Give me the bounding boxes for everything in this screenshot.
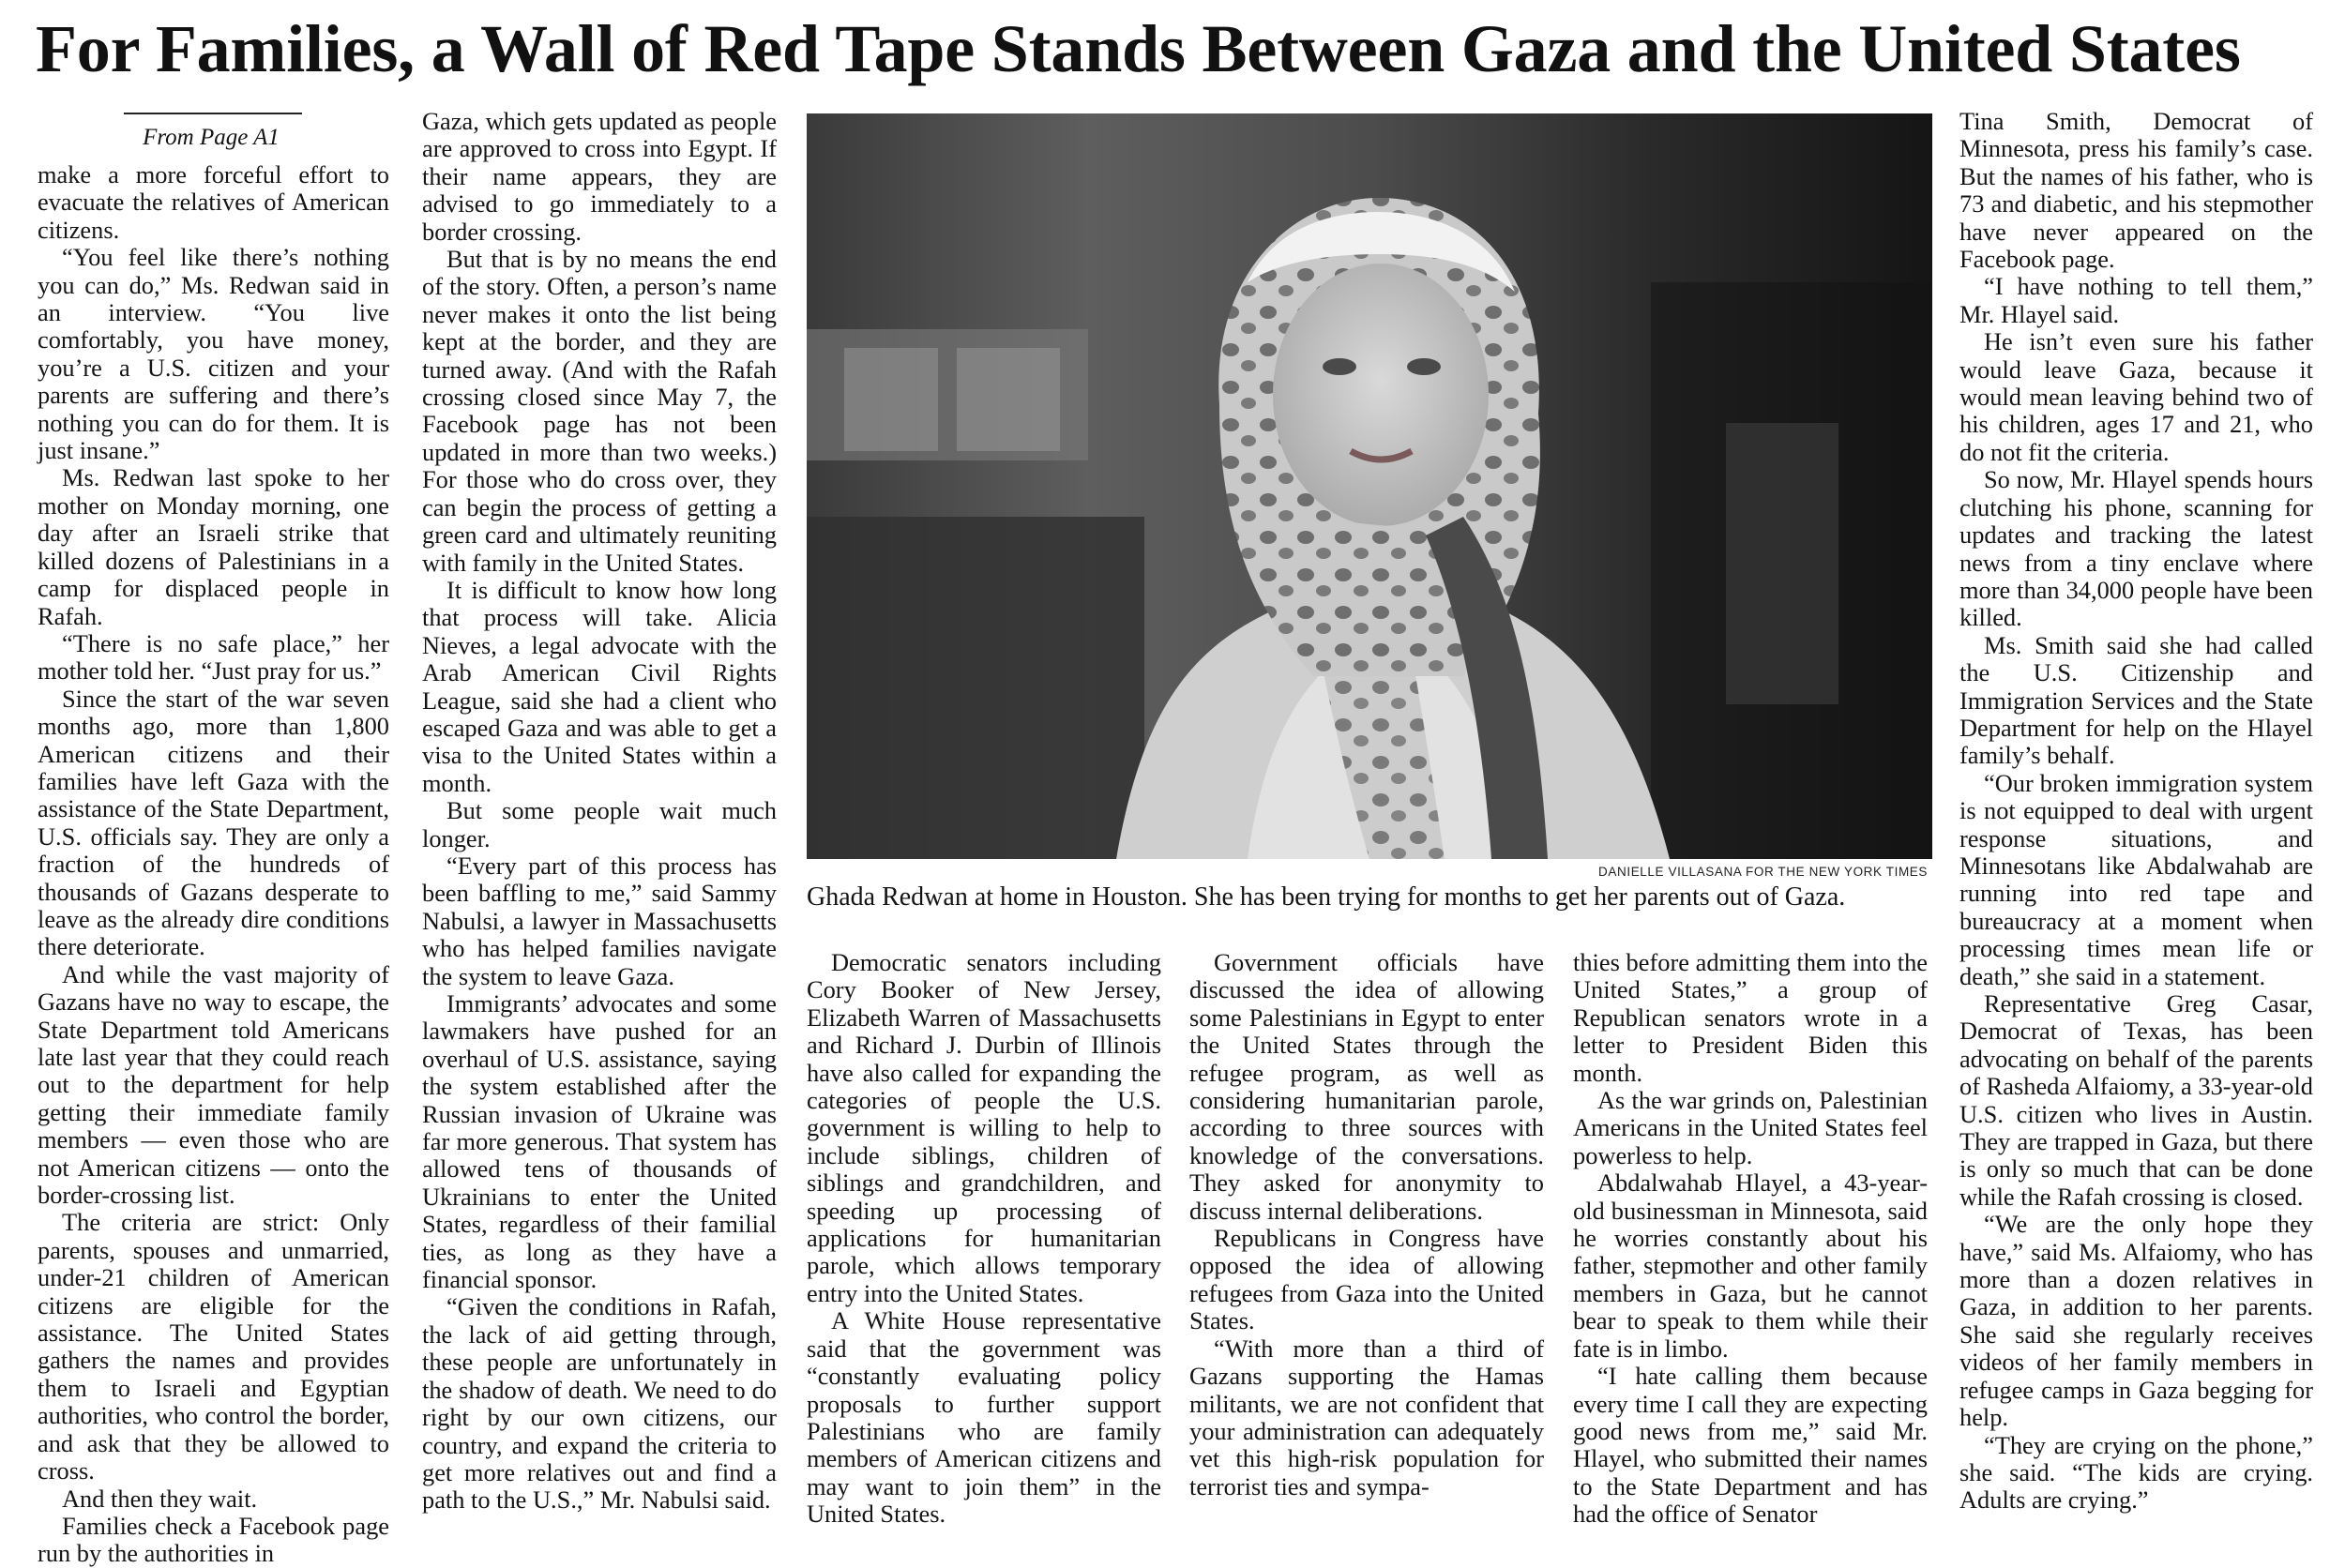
paragraph: Since the start of the war seven months ago, more than 1,800 American citizens and their families have left Gaza with the assistance of the State Department, U.S. officials say. They are only a fraction of the hundreds of thousands of Gazans desperate to leave as the already dire conditions there deteriorate. (38, 684, 389, 961)
paragraph: Ms. Redwan last spoke to her mother on Monday morning, one day after an Israeli strike that killed dozens of Palestinians in a camp for displaced people in Rafah. (38, 463, 389, 630)
paragraph: “There is no safe place,” her mother told her. “Just pray for us.” (38, 628, 389, 686)
article-column-6 (1959, 108, 2313, 1515)
paragraph: “Our broken immigration system is not equipped to deal with urgent response situations, and Minnesotans like Abdalwahab are running into red tape and bureaucracy at a moment when processing times mean life or death,” she said in a statement. (1959, 768, 2313, 990)
paragraph: “I have nothing to tell them,” Mr. Hlayel said. (1959, 272, 2313, 328)
photo-caption: Ghada Redwan at home in Houston. She has been trying for months to get her parents out of Gaza. (807, 882, 1846, 912)
paragraph: Immigrants’ advocates and some lawmakers have pushed for an overhaul of U.S. assistance, saying the system established after the Russian invasion of Ukraine was far more generous. That system has allowed tens of thousands of Ukrainians to enter the United States, regardless of their familial ties, as long as they have a financial sponsor. (422, 989, 777, 1294)
paragraph: As the war grinds on, Palestinian Americans in the United States feel powerless to help. (1573, 1086, 1928, 1169)
paragraph: Ms. Smith said she had called the U.S. Citizenship and Immigration Services and the State Department for help on the Hlayel family’s behalf. (1959, 630, 2313, 770)
photo-credit: DANIELLE VILLASANA FOR THE NEW YORK TIMES (1598, 865, 1928, 879)
article-column-4 (1189, 949, 1544, 1500)
paragraph: Representative Greg Casar, Democrat of Texas, has been advocating on behalf of the parents of Rasheda Alfaiomy, a 33-year-old U.S. citizen who lives in Austin. They are trapped in Gaza, but there is only so much that can be done while the Rafah crossing is closed. (1959, 989, 2313, 1211)
paragraph: “You feel like there’s nothing you can do,” Ms. Redwan said in an interview. “You live comfortably, you have money, you’re a U.S. citizen and your parents are suffering and there’s nothing you can do for them. It is just insane.” (38, 243, 389, 465)
paragraph: But that is by no means the end of the story. Often, a person’s name never makes it onto the list being kept at the border, and they are turned away. (And with the Rafah crossing closed since May 7, the Facebook page has not been updated in more than two weeks.) For those who do cross over, they can begin the process of getting a green card and ultimately reuniting with family in the United States. (422, 245, 777, 577)
paragraph: A White House representative said that the government was “constantly evaluating policy proposals to further support Palestinians who are family members of American citizens and may want to join them” in the United States. (807, 1306, 1161, 1529)
paragraph: And then they wait. (62, 1484, 258, 1513)
article-column-3 (807, 949, 1161, 1529)
paragraph: Government officials have discussed the idea of allowing some Palestinians in Egypt to enter the United States through the refugee program, as well as considering humanitarian parole, according to three sources with knowledge of the conversations. They asked for anonymity to discuss internal deliberations. (1189, 948, 1544, 1225)
paragraph: But some people wait much longer. (422, 796, 777, 852)
paragraph: It is difficult to know how long that process will take. Alicia Nieves, a legal advocate with the Arab American Civil Rights League, said she had a client who escaped Gaza and was able to get a visa to the United States within a month. (422, 575, 777, 797)
paragraph: So now, Mr. Hlayel spends hours clutching his phone, scanning for updates and tracking the latest news from a tiny enclave where more than 34,000 people have been killed. (1959, 465, 2313, 632)
paragraph: Families check a Facebook page run by the authorities in (38, 1511, 389, 1568)
article-column-1 (38, 161, 389, 1568)
paragraph: “Given the conditions in Rafah, the lack of aid getting through, these people are unfortunately in the shadow of death. We need to do right by our own citizens, our country, and expand the criteria to get more relatives out and find a path to the U.S.,” Mr. Nabulsi said. (422, 1292, 777, 1515)
paragraph: “With more than a third of Gazans supporting the Hamas militants, we are not confident that your administration can adequately vet this high-risk population for terrorist ties and sympa- (1189, 1334, 1544, 1500)
paragraph: Republicans in Congress have opposed the idea of allowing refugees from Gaza into the United States. (1189, 1224, 1544, 1335)
paragraph: He isn’t even sure his father would leave Gaza, because it would mean leaving behind two of his children, ages 17 and 21, who do not fit the criteria. (1959, 327, 2313, 466)
paragraph: The criteria are strict: Only parents, spouses and unmarried, under-21 children of American citizens are eligible for the assistance. The United States gathers the names and provides them to Israeli and Egyptian authorities, who control the border, and ask that they be allowed to cross. (38, 1208, 389, 1485)
paragraph: make a more forceful effort to evacuate the relatives of American citizens. (38, 160, 389, 244)
portrait-photo-illustration (807, 113, 1932, 859)
jump-rule (124, 113, 302, 114)
paragraph: “They are crying on the phone,” she said. “The kids are crying. Adults are crying.” (1959, 1430, 2313, 1515)
paragraph: Tina Smith, Democrat of Minnesota, press his family’s case. But the names of his father, who is 73 and diabetic, and his stepmother have never appeared on the Facebook page. (1959, 107, 2313, 274)
article-column-5 (1573, 949, 1928, 1529)
paragraph: “Every part of this process has been baffling to me,” said Sammy Nabulsi, a lawyer in Massachusetts who has helped families navigate the system to leave Gaza. (422, 851, 777, 990)
paragraph: Abdalwahab Hlayel, a 43-year-old businessman in Minnesota, said he worries constantly about his father, stepmother and other family members in Gaza, but he cannot bear to speak to them while their fate is in limbo. (1573, 1168, 1928, 1363)
article-column-2 (422, 108, 777, 1515)
paragraph: thies before admitting them into the United States,” a group of Republican senators wrote in a letter to President Biden this month. (1573, 948, 1928, 1087)
paragraph: “We are the only hope they have,” said Ms. Alfaiomy, who has more than a dozen relatives in Gaza, in addition to her parents. She said she regularly receives videos of her family members in refugee camps in Gaza begging for help. (1959, 1210, 2313, 1432)
article-photo (807, 113, 1932, 859)
paragraph: Democratic senators including Cory Booker of New Jersey, Elizabeth Warren of Massachusetts and Richard J. Durbin of Illinois have also called for expanding the categories of people the U.S. government is willing to help to include siblings, children of siblings and grandchildren, and speeding up processing of applications for humanitarian parole, which allows temporary entry into the United States. (807, 948, 1161, 1307)
paragraph: And while the vast majority of Gazans have no way to escape, the State Department told Americans late last year that they could reach out to the department for help getting their immediate family members — even those who are not American citizens — onto the border-crossing list. (38, 959, 389, 1210)
jump-line: From Page A1 (143, 125, 280, 150)
paragraph: Gaza, which gets updated as people are approved to cross into Egypt. If their name appears, they are advised to go immediately to a border crossing. (422, 107, 777, 246)
paragraph: “I hate calling them because every time I call they are expecting good news from me,” said Mr. Hlayel, who submitted their names to the State Department and has had the office of Senator (1573, 1362, 1928, 1529)
headline: For Families, a Wall of Red Tape Stands Between Gaza and the United States (36, 11, 2241, 86)
